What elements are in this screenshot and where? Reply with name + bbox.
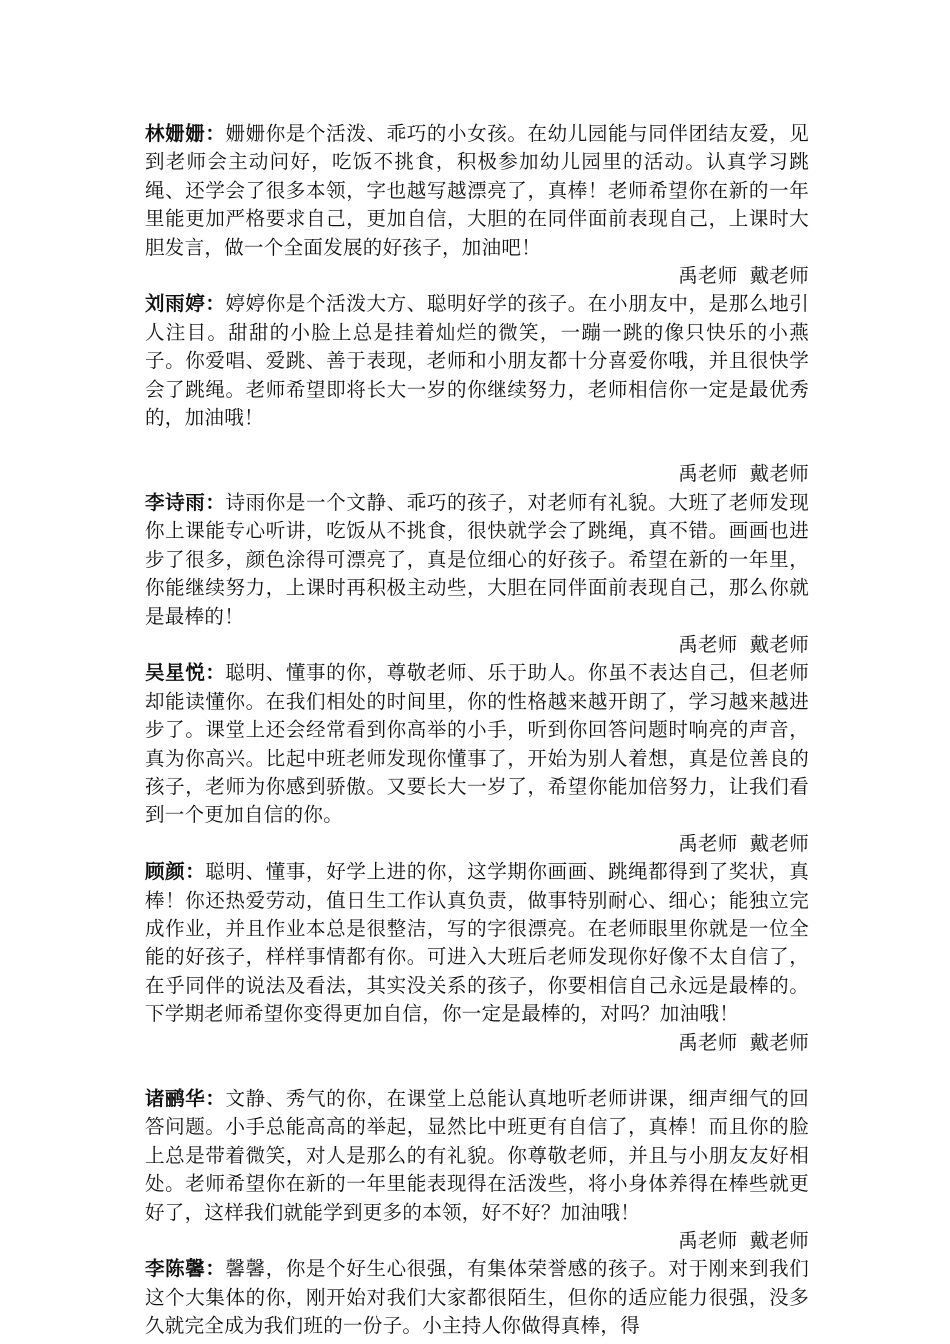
child-name: 林姗姗： xyxy=(145,122,226,145)
teacher-name: 戴老师 xyxy=(749,462,809,486)
teacher-signature xyxy=(145,1227,809,1255)
comment-paragraph xyxy=(145,489,809,631)
child-name: 李诗雨： xyxy=(145,490,226,514)
comment-text: 婷婷你是个活泼大方、聪明好学的孩子。在小朋友中，是那么地引人注目。甜甜的小脸上总是挂着灿烂的微笑，一蹦一跳的像只快乐的小燕子。你爱唱、爱跳、善于表现，老师和小朋友都十分喜爱你哦，并且很快学会了跳绳。老师希望即将长大一岁的你继续努力，老师相信你一定是最优秀的，加油哦！ xyxy=(145,292,810,430)
teacher-name: 禹老师 xyxy=(678,632,738,656)
teacher-name: 戴老师 xyxy=(749,264,809,288)
comment-entry-5 xyxy=(145,858,809,1057)
child-name: 刘雨婷： xyxy=(145,292,226,316)
teacher-signature xyxy=(145,631,809,659)
teacher-signature xyxy=(145,1029,809,1057)
teacher-signature xyxy=(145,830,809,858)
teacher-name: 戴老师 xyxy=(749,1229,809,1253)
comment-text: 聪明、懂事的你，尊敬老师、乐于助人。你虽不表达自己，但老师却能读懂你。在我们相处的时间里，你的性格越来越开朗了，学习越来越进步了。课堂上还会经常看到你高举的小手，听到你回答问题时响亮的声音，真为你高兴。比起中班老师发现你懂事了，开始为别人着想，真是位善良的孩子，老师为你感到骄傲。又要长大一岁了，希望你能加倍努力，让我们看到一个更加自信的你。 xyxy=(145,661,810,827)
teacher-name: 禹老师 xyxy=(678,462,738,486)
comment-text: 文静、秀气的你，在课堂上总能认真地听老师讲课，细声细气的回答问题。小手总能高高的举起，显然比中班更有自信了，真棒！而且你的脸上总是带着微笑，对人是那么的有礼貌。你尊敬老师，并且与小朋友友好相处。老师希望你在新的一年里能表现得在活泼些，将小身体养得在棒些就更好了，这样我们就能学到更多的本领，好不好？加油哦！ xyxy=(145,1087,810,1224)
teacher-name: 禹老师 xyxy=(678,831,738,855)
comment-paragraph xyxy=(145,120,809,262)
comment-entry-4 xyxy=(145,659,809,858)
comment-text: 聪明、懂事，好学上进的你，这学期你画画、跳绳都得到了奖状，真棒！你还热爱劳动，值日生工作认真负责，做事特别耐心、细心；能独立完成作业，并且作业本总是很整洁，写的字很漂亮。在老师眼里你就是一位全能的好孩子，样样事情都有你。可进入大班后老师发现你好像不太自信了，在乎同伴的说法及看法，其实没关系的孩子，你要相信自己永远是最棒的。下学期老师希望你变得更加自信，你一定是最棒的，对吗？加油哦！ xyxy=(145,860,809,1026)
comment-paragraph xyxy=(145,659,809,829)
child-name: 诸鹂华： xyxy=(145,1087,226,1110)
comment-paragraph xyxy=(145,858,809,1028)
child-name: 吴星悦： xyxy=(145,661,226,685)
teacher-name: 戴老师 xyxy=(749,1030,809,1054)
comment-entry-1 xyxy=(145,120,809,290)
comment-entry-3 xyxy=(145,489,809,659)
comment-entry-6 xyxy=(145,1085,809,1255)
teacher-name: 禹老师 xyxy=(678,1030,738,1054)
comment-paragraph xyxy=(145,1255,809,1340)
child-name: 李陈馨： xyxy=(145,1257,226,1281)
comment-text: 诗雨你是一个文静、乖巧的孩子，对老师有礼貌。大班了老师发现你上课能专心听讲，吃饭从不挑食，很快就学会了跳绳，真不错。画画也进步了很多，颜色涂得可漂亮了，真是位细心的好孩子。希望在新的一年里，你能继续努力，上课时再积极主动些，大胆在同伴面前表现自己，那么你就是最棒的！ xyxy=(145,490,810,628)
teacher-name: 戴老师 xyxy=(749,632,809,656)
comment-entry-2 xyxy=(145,290,809,488)
comment-text: 姗姗你是个活泼、乖巧的小女孩。在幼儿园能与同伴团结友爱，见到老师会主动问好，吃饭不挑食，积极参加幼儿园里的活动。认真学习跳绳、还学会了很多本领，字也越写越漂亮了，真棒！老师希望你在新的一年里能更加严格要求自己，更加自信，大胆的在同伴面前表现自己，上课时大胆发言，做一个全面发展的好孩子，加油吧！ xyxy=(145,122,810,259)
comment-paragraph xyxy=(145,1085,809,1227)
comment-text: 馨馨，你是个好生心很强，有集体荣誉感的孩子。对于刚来到我们这个大集体的你，刚开始对我们大家都很陌生，但你的适应能力很强，没多久就完全成为我们班的一份子。小主持人你做得真棒，得 xyxy=(145,1257,810,1338)
teacher-name: 戴老师 xyxy=(749,831,809,855)
document-page xyxy=(145,120,809,1341)
comment-paragraph xyxy=(145,290,809,432)
comment-entry-7 xyxy=(145,1255,809,1340)
child-name: 顾颜： xyxy=(145,860,206,884)
teacher-name: 禹老师 xyxy=(678,264,738,288)
teacher-name: 禹老师 xyxy=(678,1229,738,1253)
blank-line xyxy=(145,1057,809,1085)
teacher-signature xyxy=(145,460,809,488)
teacher-signature xyxy=(145,262,809,290)
